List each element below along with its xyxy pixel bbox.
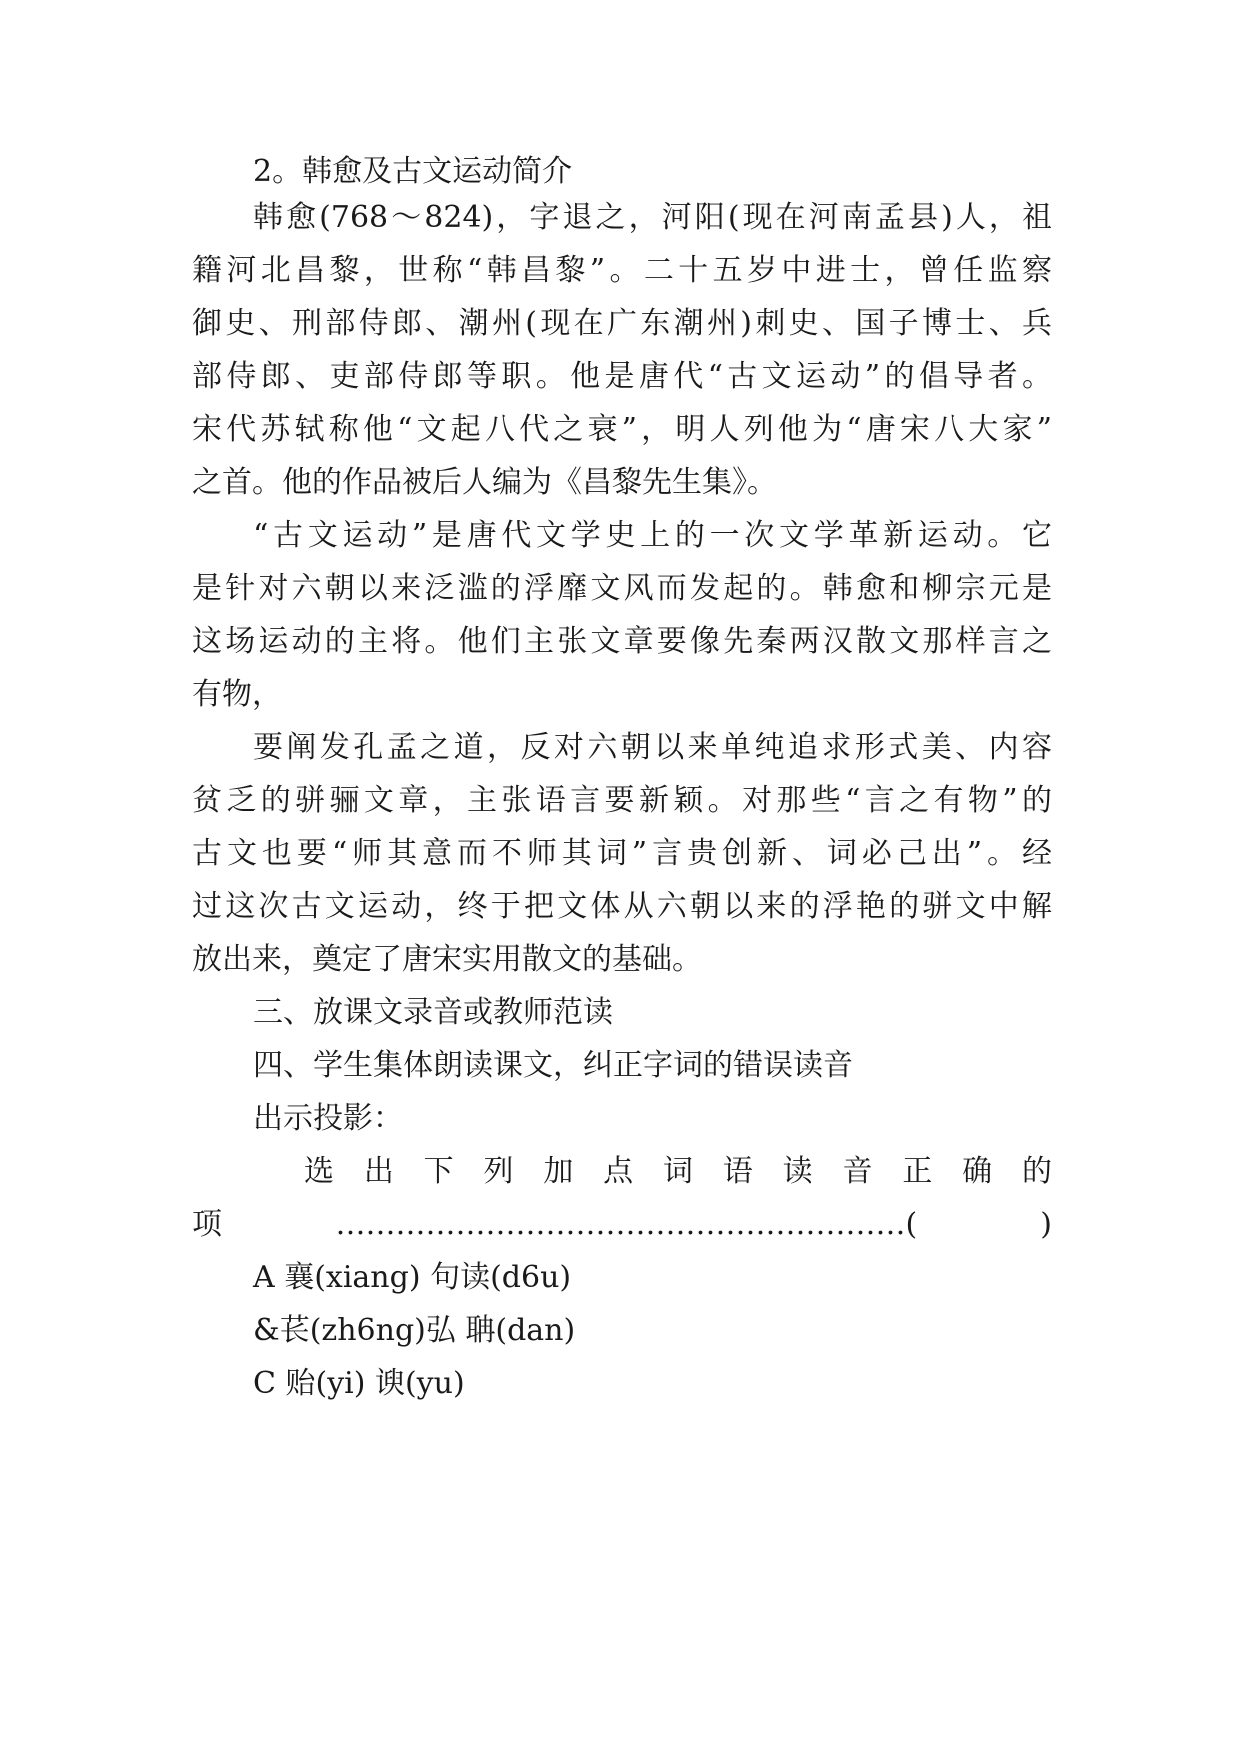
instruction-text: 出示投影： (253, 1101, 403, 1136)
question-prompt-end: 项…………………………………………………( ) (192, 1207, 1052, 1242)
paragraph-line: 籍河北昌黎，世称“韩昌黎”。二十五岁中进士，曾任监察 (192, 253, 1052, 288)
answer-option-b: &苌(zh6ng)弘 聃(dan) (253, 1313, 576, 1348)
step-heading: 四、学生集体朗读课文，纠正字词的错误读音 (253, 1048, 853, 1083)
paragraph-line: 这场运动的主将。他们主张文章要像先秦两汉散文那样言之 (192, 624, 1052, 659)
paragraph-line: 放出来，奠定了唐宋实用散文的基础。 (192, 942, 702, 977)
step-heading: 三、放课文录音或教师范读 (253, 995, 613, 1030)
paragraph-line: 宋代苏轼称他“文起八代之衰”，明人列他为“唐宋八大家” (192, 412, 1052, 447)
paragraph-line: 部侍郎、吏部侍郎等职。他是唐代“古文运动”的倡导者。 (192, 359, 1052, 394)
paragraph-line: “古文运动”是唐代文学史上的一次文学革新运动。它 (253, 518, 1052, 553)
paragraph-line: 是针对六朝以来泛滥的浮靡文风而发起的。韩愈和柳宗元是 (192, 571, 1052, 606)
answer-option-a: A 襄(xiang) 句读(d6u) (253, 1260, 572, 1295)
paragraph-line: 过这次古文运动，终于把文体从六朝以来的浮艳的骈文中解 (192, 889, 1052, 924)
paragraph-line: 之首。他的作品被后人编为《昌黎先生集》。 (192, 465, 777, 500)
answer-option-c: C 贻(yi) 谀(yu) (253, 1366, 465, 1401)
paragraph-line: 御史、刑部侍郎、潮州(现在广东潮州)刺史、国子博士、兵 (192, 306, 1052, 341)
paragraph-line: 有物， (192, 677, 282, 712)
question-prompt: 选 出 下 列 加 点 词 语 读 音 正 确 的 (304, 1154, 1052, 1189)
paragraph-line: 古文也要“师其意而不师其词”言贵创新、词必己出”。经 (192, 836, 1052, 871)
paragraph-line: 贫乏的骈骊文章，主张语言要新颖。对那些“言之有物”的 (192, 783, 1052, 818)
paragraph-line: 要阐发孔孟之道，反对六朝以来单纯追求形式美、内容 (253, 730, 1052, 765)
paragraph-line: 韩愈(768～824)，字退之，河阳(现在河南孟县)人，祖 (253, 200, 1052, 235)
section-heading: 2。韩愈及古文运动简介 (253, 154, 573, 189)
